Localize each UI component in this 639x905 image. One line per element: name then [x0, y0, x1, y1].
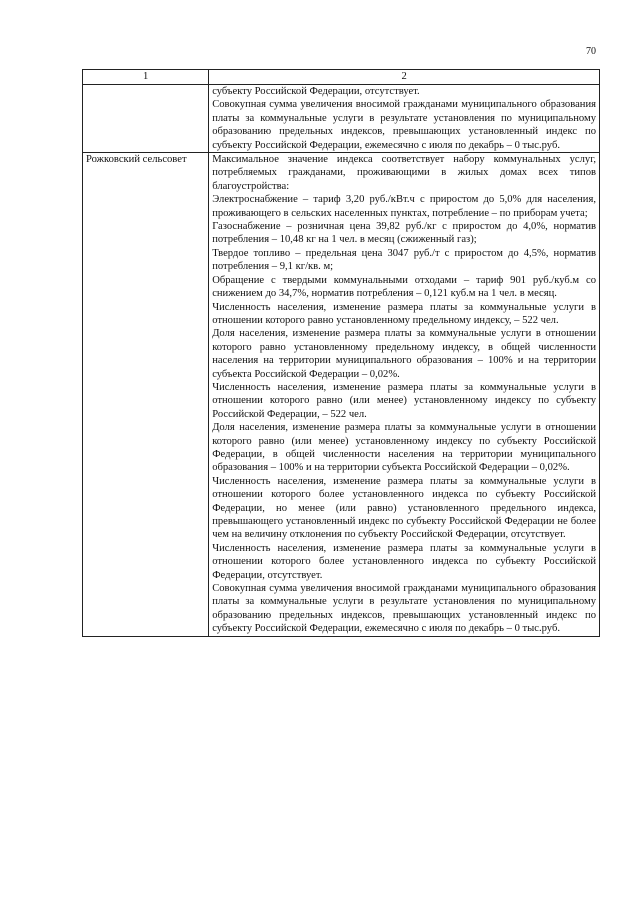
paragraph: Численность населения, изменение размера платы за коммунальные услуги в отношении которого равно (или менее) установленному индексу по субъекту Российской Федерации, – 522 чел. — [212, 381, 596, 420]
paragraph: Численность населения, изменение размера платы за коммунальные услуги в отношении которого равно установленному предельному индексу, – 522 чел. — [212, 301, 596, 326]
paragraph: субъекту Российской Федерации, отсутствует. — [212, 86, 420, 97]
description-cell — [209, 153, 600, 637]
municipality-cell — [83, 85, 209, 153]
description-cell — [209, 85, 600, 153]
municipality-cell: Рожковский сельсовет — [83, 153, 209, 637]
paragraph: Доля населения, изменение размера платы за коммунальные услуги в отношении которого равно (или менее) установленному индексу по субъекту Российской Федерации, в общей численности населения на территории муниципального образования – 100% и на территории субъекта Российской Федерации – 0,02%. — [212, 422, 596, 474]
table-header-row — [83, 70, 600, 85]
paragraph: Обращение с твердыми коммунальными отходами – тариф 901 руб./куб.м со снижением до 34,7%, норматив потребления – 0,121 куб.м на 1 чел. в месяц. — [212, 274, 596, 300]
paragraph: Совокупная сумма увеличения вносимой гражданами муниципального образования платы за коммунальные услуги в результате установления по муниципальному образованию предельных индексов, превышающих установленный индекс по субъекту Российской Федерации, ежемесячно с июля по декабрь – 0 тыс.руб. — [212, 99, 596, 151]
paragraph: Совокупная сумма увеличения вносимой гражданами муниципального образования платы за коммунальные услуги в результате установления по муниципальному образованию предельных индексов, превышающих установленный индекс по субъекту Российской Федерации, ежемесячно с июля по декабрь – 0 тыс.руб. — [212, 583, 596, 635]
column-header-1: 1 — [83, 70, 209, 85]
paragraph: Твердое топливо – предельная цена 3047 руб./т с приростом до 4,5%, норматив потребления – 9,1 кг/кв. м; — [212, 247, 596, 273]
paragraph: Доля населения, изменение размера платы за коммунальные услуги в отношении которого равно установленному предельному индексу, в общей численности населения на территории муниципального образования – 100% и на территории субъекта Российской Федерации – 0,02%. — [212, 328, 596, 380]
column-header-2: 2 — [209, 70, 600, 85]
paragraph: Электроснабжение – тариф 3,20 руб./кВт.ч с приростом до 5,0% для населения, проживающего в сельских населенных пунктах, потребление – по приборам учета; — [212, 194, 596, 219]
table-row — [83, 85, 600, 153]
table-row — [83, 153, 600, 637]
paragraph: Численность населения, изменение размера платы за коммунальные услуги в отношении которого более установленного индекса по субъекту Российской Федерации, отсутствует. — [212, 542, 596, 581]
paragraph: Максимальное значение индекса соответствует набору коммунальных услуг, потребляемых гражданами, проживающими в жилых домах всех типов благоустройства: — [212, 154, 596, 192]
paragraph: Численность населения, изменение размера платы за коммунальные услуги в отношении которого более установленного индекса по субъекту Российской Федерации, но менее (или равно) установленного предельного индекса, превышающего установленный индекс по субъекту Российской Федерации не более чем на величину отклонения по субъекту Российской Федерации, отсутствует. — [212, 475, 596, 541]
tariff-table — [82, 69, 600, 637]
page-number: 70 — [586, 46, 596, 57]
paragraph: Газоснабжение – розничная цена 39,82 руб./кг с приростом до 4,0%, норматив потребления – 10,48 кг на 1 чел. в месяц (сжиженный газ); — [212, 221, 596, 246]
